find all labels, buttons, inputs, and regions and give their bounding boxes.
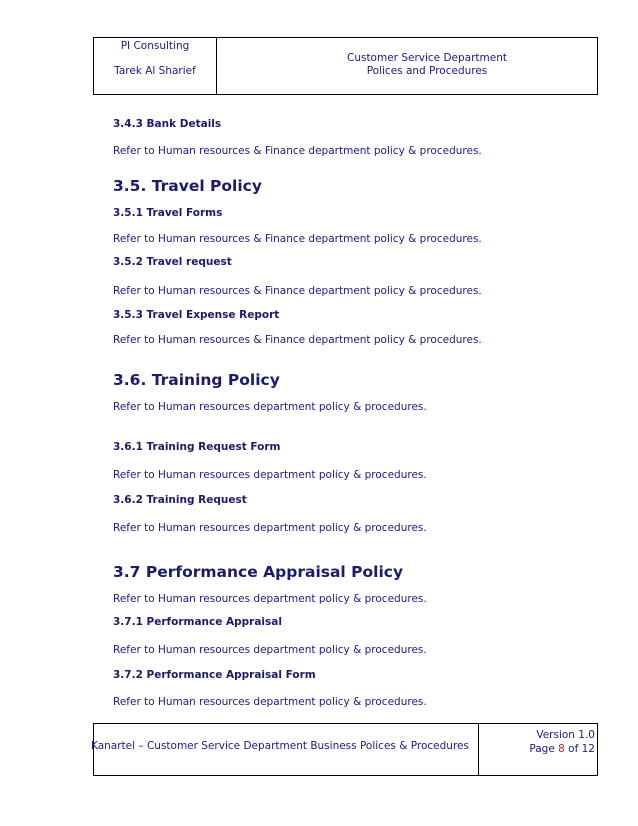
page-total: 12	[581, 743, 595, 755]
section-3-7-1-text: Refer to Human resources department policy & procedures.	[113, 644, 427, 656]
page-prefix: Page	[529, 743, 559, 755]
author-name: Tarek Al Sharief	[114, 65, 196, 77]
section-3-7-2-text: Refer to Human resources department policy & procedures.	[113, 696, 427, 708]
header-title-cell	[217, 38, 597, 94]
section-3-6-1-title: 3.6.1 Training Request Form	[113, 441, 281, 453]
section-3-6-2-title: 3.6.2 Training Request	[113, 494, 247, 506]
footer-description-cell	[91, 724, 479, 775]
page-header	[93, 37, 598, 95]
page-current: 8	[558, 743, 565, 755]
section-3-6-1-text: Refer to Human resources department policy & procedures.	[113, 469, 427, 481]
document-type: Polices and Procedures	[366, 65, 488, 77]
section-3-5-3-title: 3.5.3 Travel Expense Report	[113, 309, 280, 321]
section-3-7-2-title: 3.7.2 Performance Appraisal Form	[113, 669, 316, 681]
page-number	[479, 743, 595, 755]
section-3-7-1-title: 3.7.1 Performance Appraisal	[113, 616, 282, 628]
section-3-6-text: Refer to Human resources department policy & procedures.	[113, 401, 427, 413]
department-name: Customer Service Department	[346, 52, 508, 64]
section-3-5-1-title: 3.5.1 Travel Forms	[113, 207, 223, 219]
page-separator: of	[564, 743, 582, 755]
footer-description: Kanartel – Customer Service Department Business Polices & Procedures	[91, 740, 469, 752]
section-3-6-2-text: Refer to Human resources department policy & procedures.	[113, 522, 427, 534]
page-footer	[93, 723, 598, 776]
section-3-4-3-title: 3.4.3 Bank Details	[113, 118, 222, 130]
section-3-7-heading: 3.7 Performance Appraisal Policy	[113, 563, 404, 581]
company-name: PI Consulting	[120, 40, 190, 52]
section-3-5-3-text: Refer to Human resources & Finance department policy & procedures.	[113, 334, 482, 346]
section-3-6-heading: 3.6. Training Policy	[113, 371, 280, 389]
section-3-7-text: Refer to Human resources department policy & procedures.	[113, 593, 427, 605]
footer-version-cell	[479, 724, 597, 775]
header-company-cell	[94, 38, 217, 94]
section-3-4-3-text: Refer to Human resources & Finance department policy & procedures.	[113, 145, 482, 157]
section-3-5-heading: 3.5. Travel Policy	[113, 177, 262, 195]
section-3-5-1-text: Refer to Human resources & Finance department policy & procedures.	[113, 233, 482, 245]
section-3-5-2-title: 3.5.2 Travel request	[113, 256, 232, 268]
version-label: Version 1.0	[536, 729, 595, 741]
section-3-5-2-text: Refer to Human resources & Finance department policy & procedures.	[113, 285, 482, 297]
